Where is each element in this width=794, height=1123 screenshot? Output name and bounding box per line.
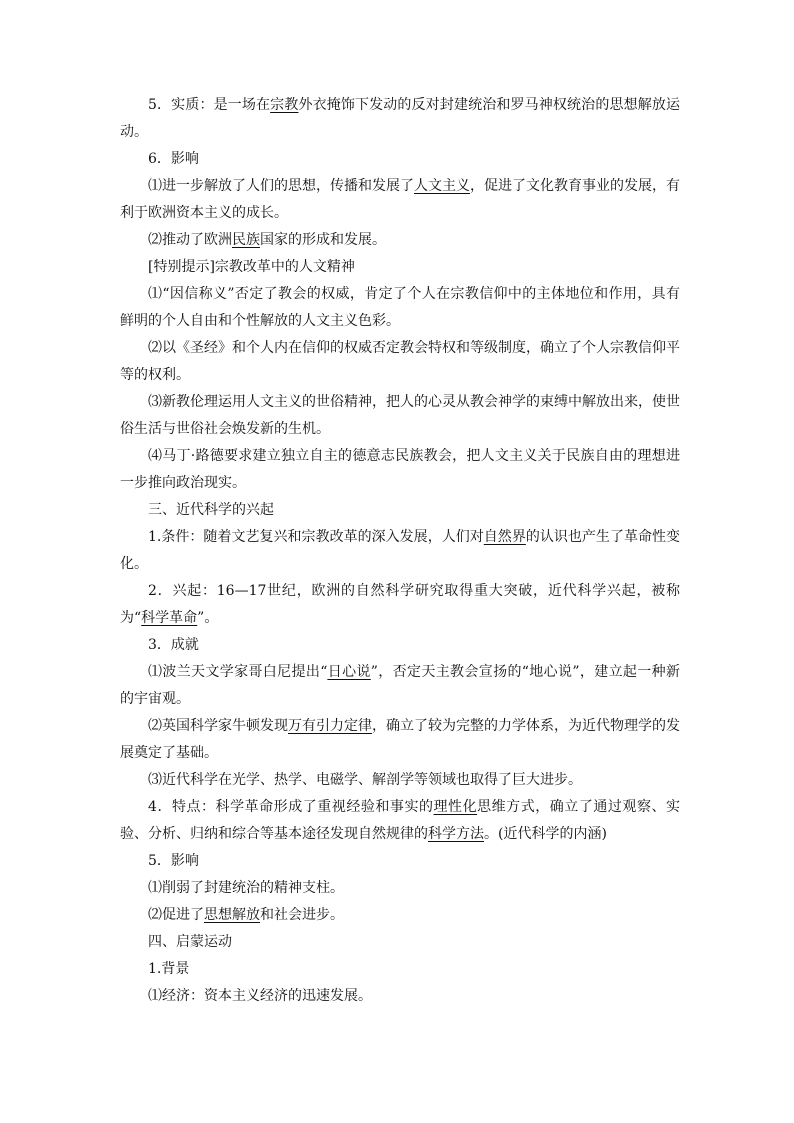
paragraph-substance — [120, 92, 680, 146]
text-run: ⑶新教伦理运用人文主义的世俗精神，把人的心灵从教会神学的束缚中解放出来，使世俗生活与世俗社会焕发新的生机。 — [120, 394, 680, 437]
text-run: ⑵英国科学家牛顿发现 — [148, 718, 288, 734]
text-run: ”。 — [197, 610, 219, 626]
text-run: ⑴波兰天文学家哥白尼提出“ — [148, 664, 328, 680]
text-run: ⑶近代科学在光学、热学、电磁学、解剖学等领域也取得了巨大进步。 — [148, 772, 582, 788]
paragraph-achievement-1 — [120, 659, 680, 713]
paragraph-achievement-3 — [120, 767, 680, 794]
paragraph-tip-3 — [120, 389, 680, 443]
paragraph-tip-1 — [120, 281, 680, 335]
text-run: 1.条件：随着文艺复兴和宗教改革的深入发展，人们对 — [148, 529, 484, 545]
underlined-term: 日心说 — [327, 664, 371, 680]
text-run: 2．兴起：16—17世纪，欧洲的自然科学研究取得重大突破，近代科学兴起，被称为“ — [120, 583, 680, 626]
text-run: 。(近代科学的内涵) — [484, 826, 607, 842]
text-run: 四、启蒙运动 — [148, 934, 232, 950]
paragraph-achievement-2 — [120, 713, 680, 767]
paragraph-influence-2 — [120, 227, 680, 254]
text-run: ⑵推动了欧洲 — [148, 232, 232, 248]
paragraph-tip-4 — [120, 443, 680, 497]
text-run: ，确立了较为完整的力学体系，为近代物理学的发展奠定了基础。 — [120, 718, 680, 761]
underlined-term: 科学革命 — [141, 610, 198, 626]
special-tip-heading — [120, 254, 680, 281]
paragraph-background-economy — [120, 983, 680, 1010]
underlined-term: 万有引力定律 — [288, 718, 372, 734]
text-run: ⑵促进了 — [148, 907, 204, 923]
section-heading-enlightenment — [120, 929, 680, 956]
paragraph-rise — [120, 578, 680, 632]
text-run: 的认识也产生了革命性变化。 — [120, 529, 681, 572]
text-run: 外衣掩饰下发动的反对封建统治和罗马神权统治的思想解放运动。 — [120, 97, 681, 140]
text-run: ⑴经济：资本主义经济的迅速发展。 — [148, 988, 372, 1004]
document-body — [120, 92, 680, 1010]
text-run: 3．成就 — [148, 637, 199, 653]
underlined-term: 自然界 — [483, 529, 526, 545]
underlined-term: 思想解放 — [204, 907, 260, 923]
text-run: 思维方式，确立了通过观察、实验、分析、归纳和综合等基本途径发现自然规律的 — [120, 799, 681, 842]
underlined-term: 理性化 — [433, 799, 478, 815]
section-heading-science — [120, 497, 680, 524]
text-run: 三、近代科学的兴起 — [148, 502, 274, 518]
text-run: ⑴进一步解放了人们的思想，传播和发展了 — [148, 178, 414, 194]
underlined-term: 人文主义 — [414, 178, 470, 194]
paragraph-science-influence-1 — [120, 875, 680, 902]
paragraph-tip-2 — [120, 335, 680, 389]
text-run: ⑴削弱了封建统治的精神支柱。 — [148, 880, 344, 896]
text-run: [特别提示]宗教改革中的人文精神 — [148, 259, 355, 275]
paragraph-science-influence-2 — [120, 902, 680, 929]
text-run: 4．特点：科学革命形成了重视经验和事实的 — [148, 799, 434, 815]
text-run: 5．实质：是一场在 — [148, 97, 271, 113]
heading-influence — [120, 146, 680, 173]
paragraph-features — [120, 794, 680, 848]
paragraph-conditions — [120, 524, 680, 578]
text-run: ，促进了文化教育事业的发展，有利于欧洲资本主义的成长。 — [120, 178, 680, 221]
paragraph-influence-1 — [120, 173, 680, 227]
text-run: 5．影响 — [148, 853, 199, 869]
text-run: 1.背景 — [148, 961, 190, 977]
text-run: 6．影响 — [148, 151, 199, 167]
underlined-term: 宗教 — [270, 97, 299, 113]
heading-science-influence — [120, 848, 680, 875]
text-run: ⑷马丁·路德要求建立独立自主的德意志民族教会，把人文主义关于民族自由的理想进一步推向政治现实。 — [120, 448, 680, 491]
text-run: ⑵以《圣经》和个人内在信仰的权威否定教会特权和等级制度，确立了个人宗教信仰平等的权利。 — [120, 340, 680, 383]
text-run: 国家的形成和发展。 — [260, 232, 386, 248]
heading-background — [120, 956, 680, 983]
heading-achievements — [120, 632, 680, 659]
text-run: ”，否定天主教会宣扬的“地心说”，建立起一种新的宇宙观。 — [120, 664, 680, 707]
underlined-term: 民族 — [232, 232, 260, 248]
text-run: 和社会进步。 — [260, 907, 344, 923]
underlined-term: 科学方法 — [428, 826, 484, 842]
text-run: ⑴“因信称义”否定了教会的权威，肯定了个人在宗教信仰中的主体地位和作用，具有鲜明的个人自由和个性解放的人文主义色彩。 — [120, 286, 680, 329]
